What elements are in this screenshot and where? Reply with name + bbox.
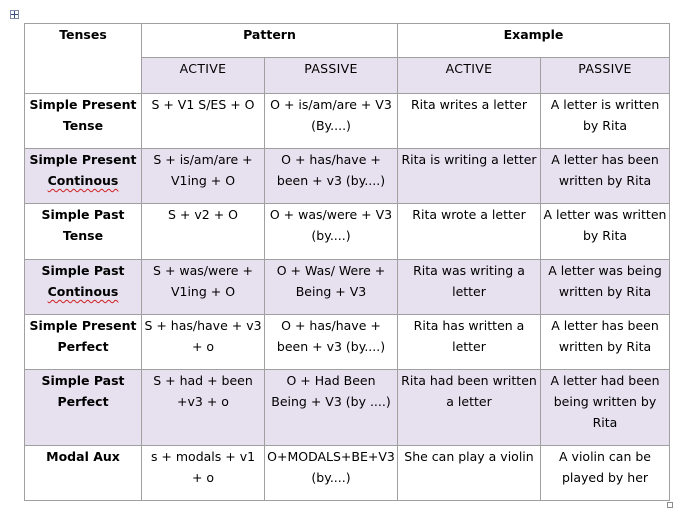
example-active-cell: Rita was writing a letter	[398, 260, 541, 315]
tense-name: Simple Present	[29, 97, 137, 112]
tense-name: Simple Present	[29, 318, 137, 333]
table-row	[25, 204, 670, 260]
example-passive-cell: A letter is written by Rita	[541, 94, 670, 149]
pattern-header: Pattern	[142, 24, 398, 58]
tense-cell	[25, 149, 142, 204]
tenses-header: Tenses	[25, 24, 142, 94]
pattern-active-cell: s + modals + v1 + o	[142, 446, 265, 501]
table-row	[25, 315, 670, 370]
table-row	[25, 94, 670, 149]
pattern-active-cell: S + has/have + v3 + o	[142, 315, 265, 370]
example-passive-cell: A letter has been written by Rita	[541, 315, 670, 370]
pattern-passive-cell: O + Had Been Being + V3 (by ....)	[265, 370, 398, 446]
pattern-active-header: ACTIVE	[142, 58, 265, 94]
table-resize-handle-icon[interactable]	[667, 502, 673, 508]
tenses-table	[24, 23, 670, 501]
pattern-passive-header: PASSIVE	[265, 58, 398, 94]
example-header: Example	[398, 24, 670, 58]
tense-type-wrap	[27, 170, 139, 191]
tense-cell	[25, 94, 142, 149]
pattern-passive-cell: O + is/am/are + V3 (By....)	[265, 94, 398, 149]
table-row	[25, 260, 670, 315]
table-row	[25, 370, 670, 446]
example-active-header: ACTIVE	[398, 58, 541, 94]
tense-cell	[25, 204, 142, 260]
example-passive-cell: A letter has been written by Rita	[541, 149, 670, 204]
example-passive-cell: A letter was written by Rita	[541, 204, 670, 260]
pattern-passive-cell: O+MODALS+BE+V3 (by....)	[265, 446, 398, 501]
tense-type: Tense	[62, 118, 104, 133]
example-active-cell: Rita is writing a letter	[398, 149, 541, 204]
pattern-active-cell: S + is/am/are + V1ing + O	[142, 149, 265, 204]
example-active-cell: Rita had been written a letter	[398, 370, 541, 446]
pattern-active-cell: S + v2 + O	[142, 204, 265, 260]
tense-name: Simple Past	[41, 207, 125, 222]
tense-type-wrap	[27, 281, 139, 302]
pattern-passive-cell: O + was/were + V3 (by....)	[265, 204, 398, 260]
tense-type: Continous	[47, 284, 119, 299]
example-active-cell: She can play a violin	[398, 446, 541, 501]
tense-cell	[25, 370, 142, 446]
tense-type: Tense	[62, 228, 104, 243]
tense-type: Perfect	[57, 394, 109, 409]
tense-name: Simple Present	[29, 152, 137, 167]
tense-cell	[25, 260, 142, 315]
tense-name: Modal Aux	[46, 449, 120, 464]
tense-name: Simple Past	[41, 373, 125, 388]
pattern-active-cell: S + V1 S/ES + O	[142, 94, 265, 149]
example-passive-header: PASSIVE	[541, 58, 670, 94]
pattern-passive-cell: O + Was/ Were + Being + V3	[265, 260, 398, 315]
table-move-handle-icon[interactable]	[10, 10, 19, 19]
example-active-cell: Rita has written a letter	[398, 315, 541, 370]
pattern-active-cell: S + had + been +v3 + o	[142, 370, 265, 446]
example-passive-cell: A letter had been being written by Rita	[541, 370, 670, 446]
example-passive-cell: A violin can be played by her	[541, 446, 670, 501]
tense-type: Continous	[47, 173, 119, 188]
table-row	[25, 446, 670, 501]
table-row	[25, 149, 670, 204]
tense-cell	[25, 315, 142, 370]
header-row	[25, 24, 670, 58]
tense-name: Simple Past	[41, 263, 125, 278]
example-active-cell: Rita wrote a letter	[398, 204, 541, 260]
tense-type: Perfect	[57, 339, 109, 354]
example-passive-cell: A letter was being written by Rita	[541, 260, 670, 315]
tense-cell	[25, 446, 142, 501]
example-active-cell: Rita writes a letter	[398, 94, 541, 149]
pattern-active-cell: S + was/were + V1ing + O	[142, 260, 265, 315]
pattern-passive-cell: O + has/have + been + v3 (by....)	[265, 315, 398, 370]
pattern-passive-cell: O + has/have + been + v3 (by....)	[265, 149, 398, 204]
